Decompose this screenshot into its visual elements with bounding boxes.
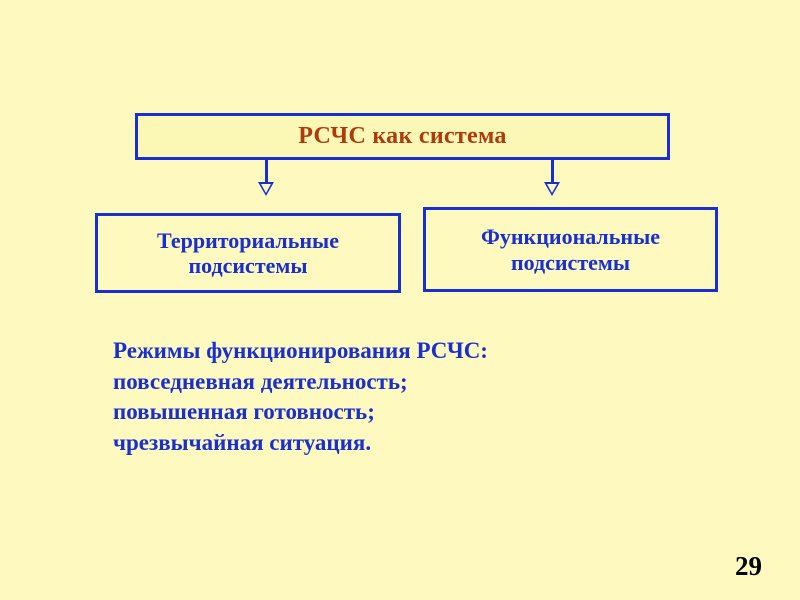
connector-left-vertical-top bbox=[265, 160, 268, 182]
territorial-subsystems-box bbox=[95, 213, 401, 293]
operating-modes-line-2: повседневная деятельность; bbox=[113, 368, 408, 394]
arrowhead-left-icon bbox=[258, 182, 274, 196]
system-title-label: РСЧС как система bbox=[298, 123, 507, 149]
arrowhead-right-icon bbox=[544, 182, 560, 196]
functional-subsystems-box bbox=[423, 207, 718, 292]
operating-modes-text-block bbox=[113, 336, 733, 458]
territorial-subsystems-label bbox=[151, 228, 345, 279]
functional-subsystems-label bbox=[475, 224, 666, 275]
territorial-subsystems-line2: подсистемы bbox=[188, 253, 308, 278]
page-number: 29 bbox=[735, 551, 762, 581]
operating-modes-line-1: Режимы функционирования РСЧС: bbox=[113, 338, 488, 363]
functional-subsystems-line2: подсистемы bbox=[510, 249, 631, 275]
functional-subsystems-line1: Функциональные bbox=[480, 224, 661, 250]
system-title-box bbox=[135, 113, 670, 160]
territorial-subsystems-line1: Территориальные bbox=[157, 227, 339, 253]
connector-right-vertical-top bbox=[551, 160, 554, 182]
operating-modes-line-4: чрезвычайная ситуация. bbox=[113, 429, 372, 455]
operating-modes-line-3: повышенная готовность; bbox=[113, 399, 375, 425]
